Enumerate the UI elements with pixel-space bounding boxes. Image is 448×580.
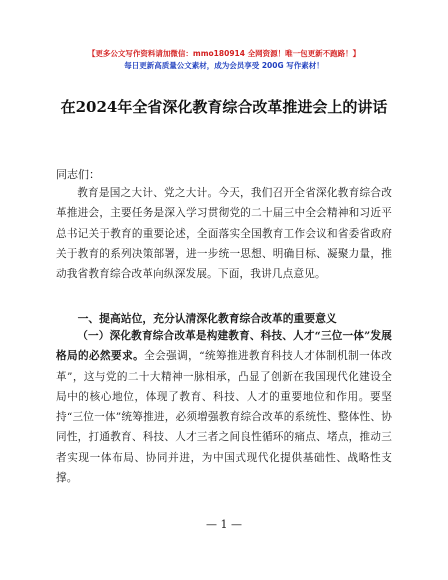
promo-banner-line1: 【更多公文写作资料请加微信：mmo180914 全网资源！唯一包更新不跑路！】: [87, 49, 361, 58]
sub-section-heading: （一）深化教育综合改革是构建教育、科技、人才“三位一体”发展格局的必然要求。: [56, 330, 392, 363]
page-number: — 1 —: [206, 518, 242, 531]
document-title: 在2024年全省深化教育综合改革推进会上的讲话: [60, 98, 388, 116]
salutation: 同志们：: [56, 168, 100, 181]
section-heading: 一、提高站位，充分认清深化教育综合改革的重要意义: [77, 312, 337, 325]
promo-banner-line2: 每日更新高质量公文素材，成为会员享受 200G 写作素材！: [124, 61, 324, 70]
sub-section-paragraph: [56, 326, 392, 488]
intro-paragraph: 教育是国之大计、党之大计。今天，我们召开全省深化教育综合改革推进会，主要任务是深入学习贯彻党的二十届三中全会精神和习近平总书记关于教育的重要论述，全面落实全国教育工作会议和省委省政府关于教育的系列决策部署，进一步统一思想、明确目标、凝聚力量，推动我省教育综合改革向纵深发展。下面，我讲几点意见。: [56, 187, 392, 281]
sub-section-body: 全会强调，“统筹推进教育科技人才体制机制一体改革”，这与党的二十大精神一脉相承，凸显了创新在我国现代化建设全局中的核心地位，体现了教育、科技、人才的重要地位和作用。要坚持“三位一体”统筹推进，必须增强教育综合改革的系统性、整体性、协同性，打通教育、科技、人才三者之间良性循环的痛点、堵点，推动三者实现一体布局、协同并进，为中国式现代化提供基础性、战略性支撑。: [56, 350, 392, 485]
